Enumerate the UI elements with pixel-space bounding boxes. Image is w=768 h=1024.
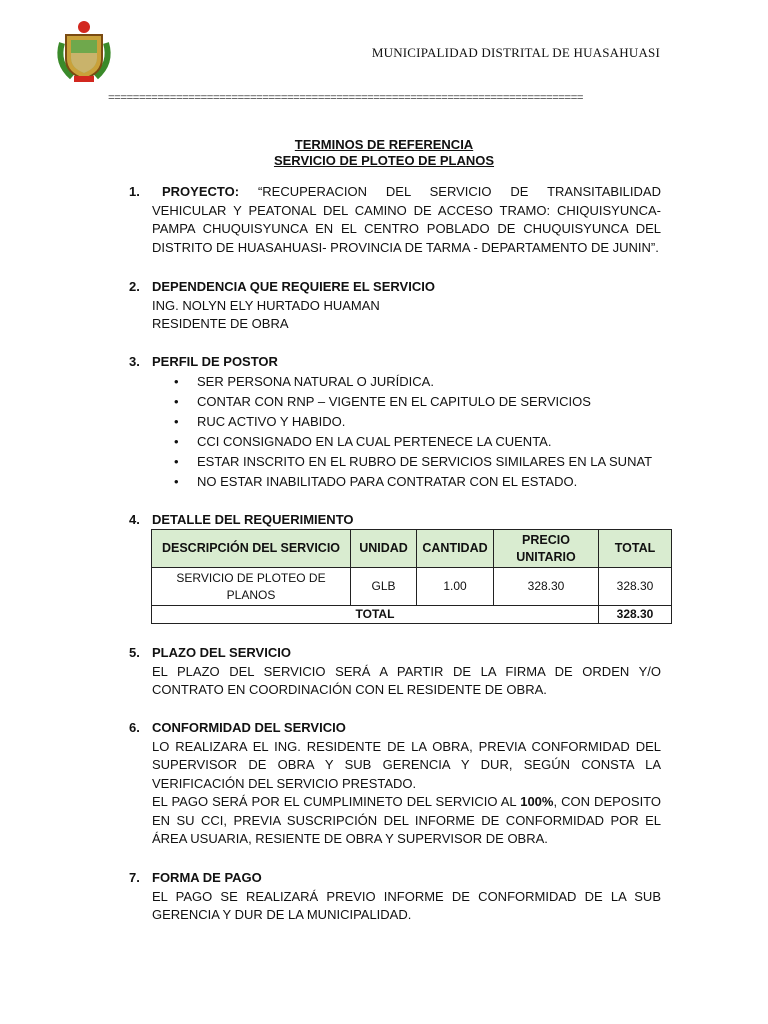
- section-number: 4.: [129, 512, 140, 527]
- column-header: PRECIO UNITARIO: [494, 530, 599, 568]
- table-total-row: [152, 606, 672, 624]
- section-number: 6.: [129, 720, 140, 735]
- table-cell: SERVICIO DE PLOTEO DE PLANOS: [152, 568, 351, 606]
- section-heading: PLAZO DEL SERVICIO: [152, 645, 291, 660]
- section-heading: CONFORMIDAD DEL SERVICIO: [152, 720, 346, 735]
- section-perfil-postor: [129, 353, 661, 492]
- document-titles: [0, 137, 768, 169]
- list-item: • NO ESTAR INABILITADO PARA CONTRATAR CON EL ESTADO.: [174, 472, 661, 492]
- section-number: 1.: [129, 184, 140, 199]
- section-heading: FORMA DE PAGO: [152, 870, 262, 885]
- section-number: 2.: [129, 279, 140, 294]
- column-header: DESCRIPCIÓN DEL SERVICIO: [152, 530, 351, 568]
- payment-text: , CON DEPOSITO EN SU CCI, PREVIA SUSCRIPCIÓN DEL INFORME DE CONFORMIDAD POR EL ÁREA USUARIA, RESIENTE DE OBRA Y SUPERVISOR DE OBRA.: [152, 794, 661, 846]
- section-proyecto: [129, 183, 661, 257]
- list-item: • ESTAR INSCRITO EN EL RUBRO DE SERVICIOS SIMILARES EN LA SUNAT: [174, 452, 661, 472]
- payment-percentage: 100%: [520, 794, 554, 809]
- section-heading: DETALLE DEL REQUERIMIENTO: [152, 512, 354, 527]
- section-number: 3.: [129, 354, 140, 369]
- section-dependencia: [129, 278, 661, 334]
- section-text: EL PAGO SE REALIZARÁ PREVIO INFORME DE CONFORMIDAD DE LA SUB GERENCIA Y DUR DE LA MUNICIPALIDAD.: [152, 888, 661, 922]
- section-detalle-requerimiento: [129, 511, 661, 530]
- bidder-requirements-list: [174, 372, 661, 492]
- table-cell: 328.30: [494, 568, 599, 606]
- section-forma-pago: [129, 869, 661, 925]
- responsible-role: RESIDENTE DE OBRA: [152, 316, 289, 331]
- table-cell: 1.00: [417, 568, 494, 606]
- table-cell: GLB: [351, 568, 417, 606]
- section-label: PROYECTO:: [162, 184, 240, 199]
- section-number: 7.: [129, 870, 140, 885]
- list-item: • CONTAR CON RNP – VIGENTE EN EL CAPITULO DE SERVICIOS: [174, 392, 661, 412]
- column-header: UNIDAD: [351, 530, 417, 568]
- section-paragraph: LO REALIZARA EL ING. RESIDENTE DE LA OBRA, PREVIA CONFORMIDAD DEL SUPERVISOR DE OBRA Y SUB GERENCIA Y DUR, SEGÚN CONSTA LA VERIFICACIÓN DEL SERVICIO PRESTADO.: [152, 738, 661, 791]
- column-header: CANTIDAD: [417, 530, 494, 568]
- section-plazo: [129, 644, 661, 700]
- section-number: 5.: [129, 645, 140, 660]
- list-item: • RUC ACTIVO Y HABIDO.: [174, 412, 661, 432]
- section-conformidad: [129, 719, 661, 849]
- project-description: “RECUPERACION DEL SERVICIO DE TRANSITABILIDAD VEHICULAR Y PEATONAL DEL CAMINO DE ACCESO TRAMO: CHIQUISYUNCA-PAMPA CHUQUISYUNCA EN EL CENTRO POBLADO DE CHUQUISYUNCA DEL DISTRITO DE HUASAHUASI- PROVINCIA DE TARMA - DEPARTAMENTO DE JUNIN”.: [152, 184, 661, 255]
- list-item: • CCI CONSIGNADO EN LA CUAL PERTENECE LA CUENTA.: [174, 432, 661, 452]
- municipality-coat-of-arms-logo: [52, 13, 116, 85]
- table-row: [152, 568, 672, 606]
- total-label: TOTAL: [152, 606, 599, 624]
- responsible-name: ING. NOLYN ELY HURTADO HUAMAN: [152, 297, 380, 313]
- total-value: 328.30: [599, 606, 672, 624]
- requirements-table: [151, 529, 672, 624]
- column-header: TOTAL: [599, 530, 672, 568]
- municipality-name-header: MUNICIPALIDAD DISTRITAL DE HUASAHUASI: [371, 45, 660, 60]
- document-title: TERMINOS DE REFERENCIA: [294, 137, 474, 152]
- section-text: EL PLAZO DEL SERVICIO SERÁ A PARTIR DE LA FIRMA DE ORDEN Y/O CONTRATO EN COORDINACIÓN CON EL RESIDENTE DE OBRA.: [152, 663, 661, 697]
- payment-text: EL PAGO SERÁ POR EL CUMPLIMINETO DEL SERVICIO AL: [152, 794, 521, 809]
- header-separator: =============================================================================: [108, 90, 583, 104]
- section-heading: DEPENDENCIA QUE REQUIERE EL SERVICIO: [152, 279, 435, 294]
- section-body: [152, 183, 661, 257]
- section-paragraph: [152, 793, 661, 849]
- section-heading: PERFIL DE POSTOR: [152, 354, 278, 369]
- table-header-row: [152, 530, 672, 568]
- document-subtitle: SERVICIO DE PLOTEO DE PLANOS: [273, 153, 495, 168]
- list-item: • SER PERSONA NATURAL O JURÍDICA.: [174, 372, 661, 392]
- table-cell: 328.30: [599, 568, 672, 606]
